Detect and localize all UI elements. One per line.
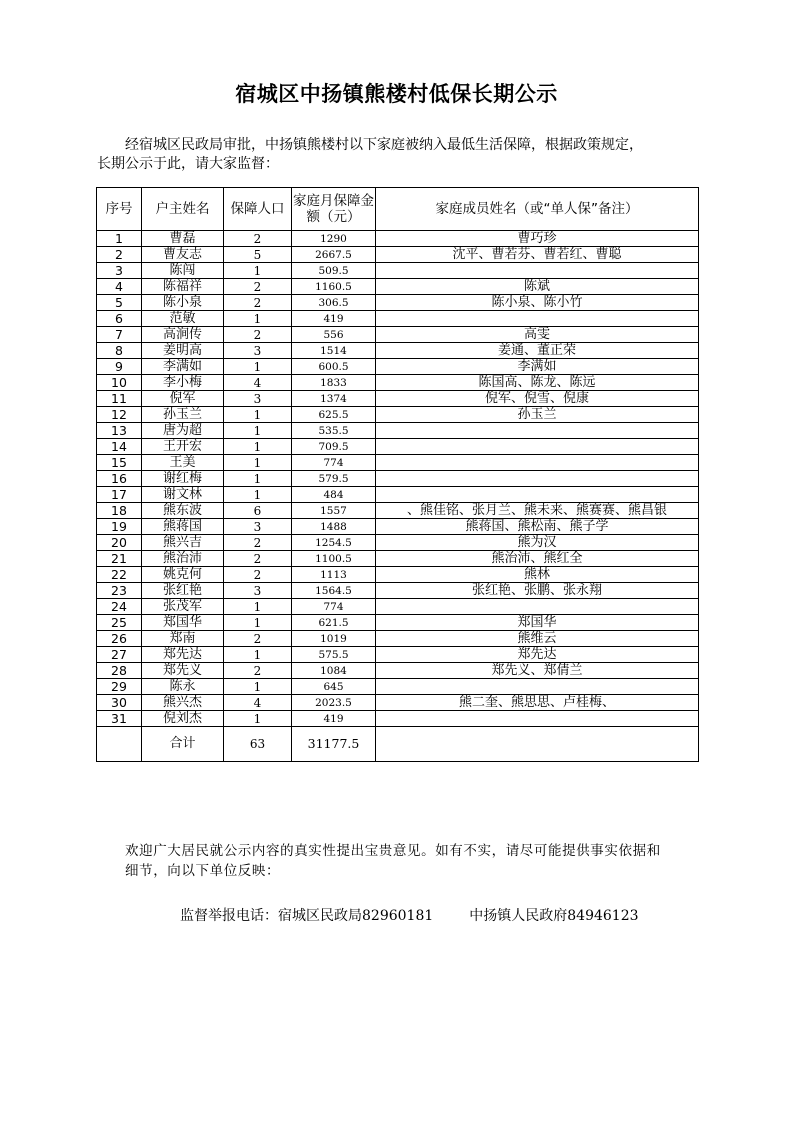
row-members <box>376 455 699 471</box>
row-index: 23 <box>97 583 142 599</box>
row-people: 1 <box>224 679 292 695</box>
row-index: 24 <box>97 599 142 615</box>
row-amount: 1557 <box>292 503 376 519</box>
total-label: 合计 <box>142 727 224 762</box>
table-row <box>97 343 699 359</box>
row-index: 16 <box>97 471 142 487</box>
row-members: 倪军、倪雪、倪康 <box>376 391 699 407</box>
row-index: 26 <box>97 631 142 647</box>
row-people: 4 <box>224 695 292 711</box>
row-index: 10 <box>97 375 142 391</box>
row-householder: 张红艳 <box>142 583 224 599</box>
row-members: 熊维云 <box>376 631 699 647</box>
row-amount: 774 <box>292 599 376 615</box>
table-row <box>97 551 699 567</box>
table-header-row <box>97 188 699 231</box>
row-members: 沈平、曹若芬、曹若红、曹聪 <box>376 247 699 263</box>
row-amount: 1488 <box>292 519 376 535</box>
row-amount: 645 <box>292 679 376 695</box>
row-index: 3 <box>97 263 142 279</box>
row-householder: 唐为超 <box>142 423 224 439</box>
contact-town-government: 中扬镇人民政府84946123 <box>469 908 639 924</box>
row-people: 3 <box>224 343 292 359</box>
row-householder: 高涧传 <box>142 327 224 343</box>
row-members <box>376 263 699 279</box>
row-index: 31 <box>97 711 142 727</box>
row-people: 3 <box>224 519 292 535</box>
table-row <box>97 663 699 679</box>
total-index-cell <box>97 727 142 762</box>
row-amount: 1290 <box>292 231 376 247</box>
row-index: 17 <box>97 487 142 503</box>
table-row <box>97 503 699 519</box>
row-householder: 陈永 <box>142 679 224 695</box>
row-index: 19 <box>97 519 142 535</box>
row-people: 1 <box>224 263 292 279</box>
row-amount: 1254.5 <box>292 535 376 551</box>
row-members <box>376 679 699 695</box>
row-people: 2 <box>224 535 292 551</box>
table-total-row <box>97 727 699 762</box>
table-row <box>97 615 699 631</box>
row-householder: 熊兴杰 <box>142 695 224 711</box>
row-amount: 625.5 <box>292 407 376 423</box>
row-people: 1 <box>224 471 292 487</box>
row-amount: 1160.5 <box>292 279 376 295</box>
row-people: 1 <box>224 311 292 327</box>
row-householder: 郑南 <box>142 631 224 647</box>
contact-line <box>180 905 639 925</box>
row-amount: 556 <box>292 327 376 343</box>
contact-civil-affairs: 监督举报电话：宿城区民政局82960181 <box>180 908 434 924</box>
row-index: 13 <box>97 423 142 439</box>
total-members-cell <box>376 727 699 762</box>
row-amount: 2667.5 <box>292 247 376 263</box>
row-people: 3 <box>224 391 292 407</box>
row-index: 7 <box>97 327 142 343</box>
row-members: 郑国华 <box>376 615 699 631</box>
row-amount: 1100.5 <box>292 551 376 567</box>
row-members: 陈国高、陈龙、陈远 <box>376 375 699 391</box>
row-people: 3 <box>224 583 292 599</box>
row-members: 熊治沛、熊红全 <box>376 551 699 567</box>
row-amount: 1084 <box>292 663 376 679</box>
total-people: 63 <box>224 727 292 762</box>
row-members: 熊林 <box>376 567 699 583</box>
row-householder: 倪军 <box>142 391 224 407</box>
table-row <box>97 359 699 375</box>
row-index: 20 <box>97 535 142 551</box>
outro-line-2: 细节，向以下单位反映： <box>125 863 281 879</box>
table-row <box>97 407 699 423</box>
row-people: 2 <box>224 295 292 311</box>
row-index: 11 <box>97 391 142 407</box>
row-householder: 倪刘杰 <box>142 711 224 727</box>
row-people: 1 <box>224 407 292 423</box>
row-amount: 774 <box>292 455 376 471</box>
table-row <box>97 231 699 247</box>
header-index: 序号 <box>97 188 142 231</box>
row-people: 2 <box>224 231 292 247</box>
row-members <box>376 439 699 455</box>
row-index: 29 <box>97 679 142 695</box>
row-members: 曹巧珍 <box>376 231 699 247</box>
row-index: 22 <box>97 567 142 583</box>
row-people: 6 <box>224 503 292 519</box>
row-people: 1 <box>224 487 292 503</box>
row-amount: 306.5 <box>292 295 376 311</box>
table-row <box>97 455 699 471</box>
header-amount: 家庭月保障金额（元） <box>292 188 376 231</box>
row-members: 姜通、董正荣 <box>376 343 699 359</box>
row-householder: 李满如 <box>142 359 224 375</box>
table-row <box>97 311 699 327</box>
row-index: 14 <box>97 439 142 455</box>
header-householder: 户主姓名 <box>142 188 224 231</box>
table-row <box>97 263 699 279</box>
row-householder: 王美 <box>142 455 224 471</box>
row-householder: 陈福祥 <box>142 279 224 295</box>
row-householder: 姚克何 <box>142 567 224 583</box>
row-people: 1 <box>224 359 292 375</box>
row-amount: 621.5 <box>292 615 376 631</box>
table-row <box>97 599 699 615</box>
row-householder: 范敏 <box>142 311 224 327</box>
row-members <box>376 311 699 327</box>
row-amount: 709.5 <box>292 439 376 455</box>
intro-paragraph <box>97 136 707 174</box>
row-amount: 1514 <box>292 343 376 359</box>
outro-paragraph <box>97 841 707 881</box>
row-index: 12 <box>97 407 142 423</box>
row-index: 1 <box>97 231 142 247</box>
row-members: 熊二奎、熊思思、卢桂梅、 <box>376 695 699 711</box>
row-index: 8 <box>97 343 142 359</box>
row-amount: 579.5 <box>292 471 376 487</box>
row-householder: 姜明高 <box>142 343 224 359</box>
row-people: 1 <box>224 439 292 455</box>
row-amount: 1564.5 <box>292 583 376 599</box>
row-people: 2 <box>224 551 292 567</box>
row-members: 郑先达 <box>376 647 699 663</box>
header-people: 保障人口 <box>224 188 292 231</box>
table-row <box>97 519 699 535</box>
table-row <box>97 423 699 439</box>
outro-line-1: 欢迎广大居民就公示内容的真实性提出宝贵意见。如有不实，请尽可能提供事实依据和 <box>125 843 661 859</box>
row-people: 1 <box>224 615 292 631</box>
row-index: 15 <box>97 455 142 471</box>
row-members: 郑先义、郑倩兰 <box>376 663 699 679</box>
table-row <box>97 567 699 583</box>
row-index: 27 <box>97 647 142 663</box>
row-householder: 谢文林 <box>142 487 224 503</box>
table-row <box>97 487 699 503</box>
row-amount: 2023.5 <box>292 695 376 711</box>
row-householder: 熊东波 <box>142 503 224 519</box>
row-householder: 郑先达 <box>142 647 224 663</box>
row-amount: 419 <box>292 711 376 727</box>
row-members: 高雯 <box>376 327 699 343</box>
row-members: 熊蒋国、熊松南、熊子学 <box>376 519 699 535</box>
table-row <box>97 247 699 263</box>
table-row <box>97 439 699 455</box>
row-people: 2 <box>224 567 292 583</box>
row-index: 18 <box>97 503 142 519</box>
row-members: 陈小泉、陈小竹 <box>376 295 699 311</box>
row-members: 陈斌 <box>376 279 699 295</box>
row-householder: 张茂军 <box>142 599 224 615</box>
row-people: 2 <box>224 663 292 679</box>
row-people: 1 <box>224 711 292 727</box>
row-amount: 419 <box>292 311 376 327</box>
row-index: 2 <box>97 247 142 263</box>
row-amount: 1374 <box>292 391 376 407</box>
total-amount: 31177.5 <box>292 727 376 762</box>
row-amount: 1019 <box>292 631 376 647</box>
row-members: 张红艳、张鹏、张永翔 <box>376 583 699 599</box>
row-householder: 谢红梅 <box>142 471 224 487</box>
row-amount: 484 <box>292 487 376 503</box>
row-householder: 曹磊 <box>142 231 224 247</box>
row-people: 1 <box>224 423 292 439</box>
row-index: 9 <box>97 359 142 375</box>
row-members: 李满如 <box>376 359 699 375</box>
row-amount: 535.5 <box>292 423 376 439</box>
intro-line-2: 长期公示于此，请大家监督： <box>97 156 279 172</box>
row-amount: 575.5 <box>292 647 376 663</box>
row-index: 21 <box>97 551 142 567</box>
table-row <box>97 375 699 391</box>
row-people: 1 <box>224 647 292 663</box>
table-row <box>97 647 699 663</box>
row-householder: 郑先义 <box>142 663 224 679</box>
table-row <box>97 295 699 311</box>
row-people: 1 <box>224 599 292 615</box>
row-people: 2 <box>224 279 292 295</box>
row-members <box>376 711 699 727</box>
table-row <box>97 711 699 727</box>
row-householder: 熊治沛 <box>142 551 224 567</box>
table-row <box>97 679 699 695</box>
row-householder: 王开宏 <box>142 439 224 455</box>
page-title: 宿城区中扬镇熊楼村低保长期公示 <box>235 82 558 106</box>
row-householder: 李小梅 <box>142 375 224 391</box>
table-row <box>97 583 699 599</box>
row-index: 28 <box>97 663 142 679</box>
intro-line-1: 经宿城区民政局审批，中扬镇熊楼村以下家庭被纳入最低生活保障，根据政策规定， <box>125 137 643 153</box>
row-amount: 1113 <box>292 567 376 583</box>
row-index: 4 <box>97 279 142 295</box>
row-householder: 陈闯 <box>142 263 224 279</box>
row-members: 、熊佳铭、张月兰、熊未来、熊赛赛、熊昌银 <box>376 503 699 519</box>
row-index: 25 <box>97 615 142 631</box>
row-householder: 曹友志 <box>142 247 224 263</box>
table-row <box>97 327 699 343</box>
table-row <box>97 279 699 295</box>
row-index: 6 <box>97 311 142 327</box>
row-members <box>376 471 699 487</box>
table-row <box>97 695 699 711</box>
row-members: 孙玉兰 <box>376 407 699 423</box>
row-amount: 600.5 <box>292 359 376 375</box>
row-index: 5 <box>97 295 142 311</box>
table-row <box>97 391 699 407</box>
row-householder: 熊蒋国 <box>142 519 224 535</box>
row-people: 2 <box>224 631 292 647</box>
row-members <box>376 423 699 439</box>
row-members <box>376 599 699 615</box>
row-householder: 孙玉兰 <box>142 407 224 423</box>
table-row <box>97 631 699 647</box>
header-members: 家庭成员姓名（或“单人保”备注） <box>376 188 699 231</box>
row-householder: 熊兴吉 <box>142 535 224 551</box>
row-people: 4 <box>224 375 292 391</box>
row-people: 1 <box>224 455 292 471</box>
table-row <box>97 471 699 487</box>
row-people: 5 <box>224 247 292 263</box>
row-people: 2 <box>224 327 292 343</box>
assistance-table <box>96 187 699 762</box>
row-members: 熊为汉 <box>376 535 699 551</box>
row-householder: 陈小泉 <box>142 295 224 311</box>
row-amount: 1833 <box>292 375 376 391</box>
row-householder: 郑国华 <box>142 615 224 631</box>
row-amount: 509.5 <box>292 263 376 279</box>
table-row <box>97 535 699 551</box>
row-members <box>376 487 699 503</box>
row-index: 30 <box>97 695 142 711</box>
